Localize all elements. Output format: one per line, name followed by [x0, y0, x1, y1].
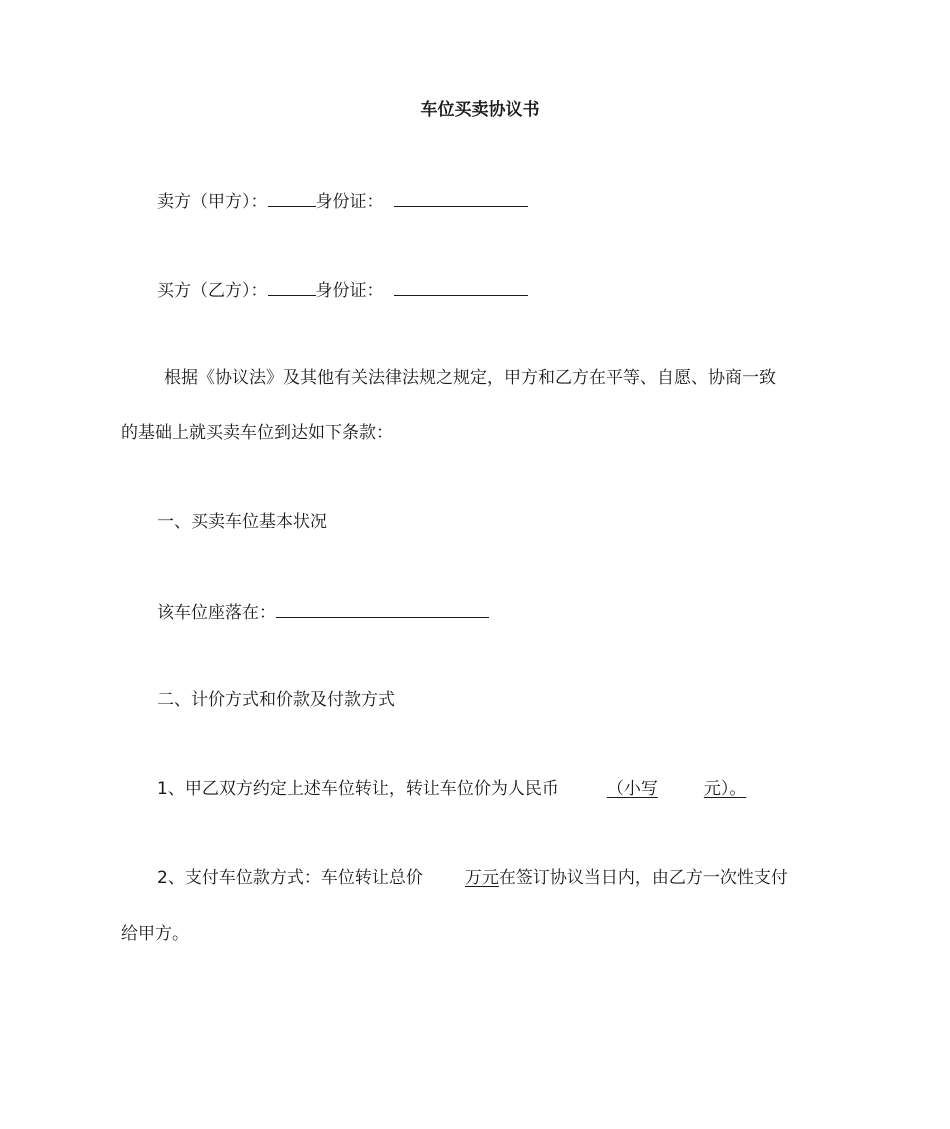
buyer-name-blank [268, 278, 316, 296]
price-small-open: （小写 [606, 779, 658, 799]
document-title: 车位买卖协议书 [420, 100, 540, 120]
buyer-line [157, 278, 528, 302]
preamble-line-1: 根据《协议法》及其他有关法律法规之规定，甲方和乙方在平等、自愿、协商一致 [164, 368, 776, 388]
price-clause-text: 1、甲乙双方约定上述车位转让，转让车位价为人民币 [157, 779, 559, 799]
seller-label: 卖方（甲方）： [157, 192, 268, 212]
price-small-close: 元）。 [703, 779, 747, 799]
payment-amount-blank [423, 868, 499, 888]
payment-unit: 万元 [464, 868, 499, 888]
payment-clause-line-1 [157, 867, 788, 889]
payment-clause-prefix: 2、支付车位款方式：车位转让总价 [157, 868, 423, 888]
payment-clause-line-2: 给甲方。 [121, 924, 189, 944]
payment-clause-suffix: 在签订协议当日内，由乙方一次性支付 [498, 868, 788, 888]
preamble-line-2: 的基础上就买卖车位到达如下条款： [121, 423, 393, 443]
buyer-label: 买方（乙方）： [157, 281, 268, 301]
buyer-id-label: 身份证： [315, 281, 384, 301]
buyer-id-blank [394, 278, 528, 296]
price-clause-line [157, 778, 750, 800]
seller-id-label: 身份证： [315, 192, 384, 212]
location-label: 该车位座落在： [157, 603, 276, 623]
location-line [157, 600, 489, 624]
section-1-heading: 一、买卖车位基本状况 [157, 512, 327, 532]
seller-line [157, 189, 528, 213]
location-blank [276, 600, 489, 618]
section-2-heading: 二、计价方式和价款及付款方式 [157, 690, 395, 710]
price-amount-blank [603, 779, 751, 799]
seller-name-blank [268, 189, 316, 207]
seller-id-blank [394, 189, 528, 207]
